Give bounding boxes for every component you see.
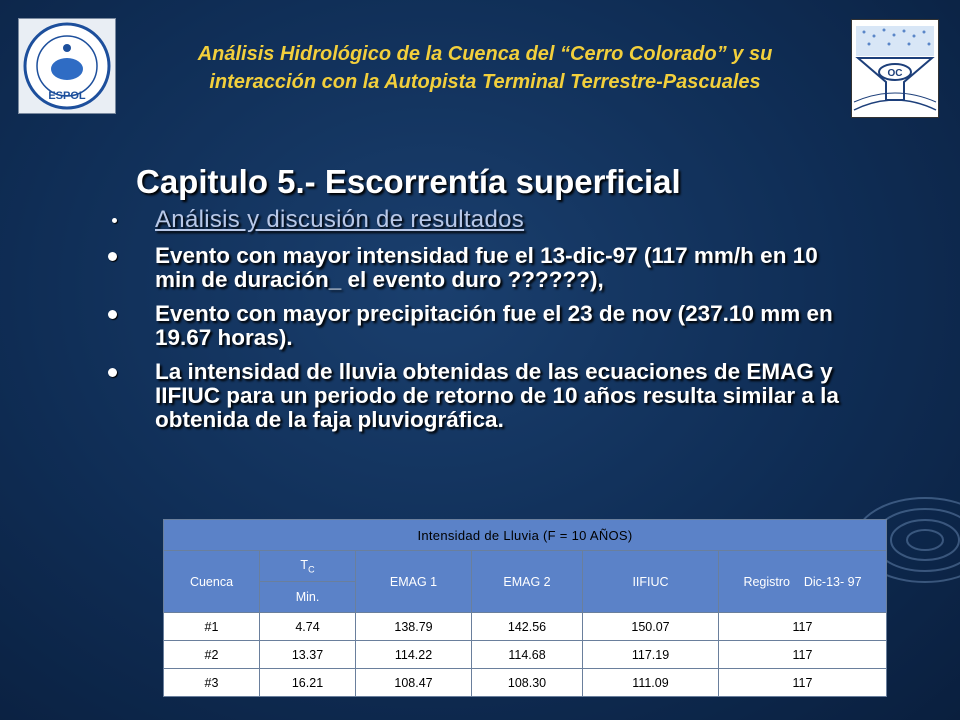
cell-tc: 4.74	[260, 613, 356, 641]
bullet-dot-icon	[108, 252, 117, 261]
header-emag1: EMAG 1	[356, 551, 472, 613]
espol-seal-icon	[19, 19, 115, 113]
header-iifiuc: IIFIUC	[583, 551, 719, 613]
chapter-title: Capitulo 5.- Escorrentía superficial	[136, 163, 681, 200]
cell-cuenca: #3	[164, 669, 260, 697]
cell-emag2: 142.56	[472, 613, 583, 641]
bullet-item-link	[108, 208, 848, 232]
cell-registro: 117	[719, 613, 887, 641]
bullet-dot-icon	[108, 310, 117, 319]
table-row	[164, 641, 887, 669]
cell-emag1: 114.22	[356, 641, 472, 669]
table-row	[164, 669, 887, 697]
bullet-dot-icon	[108, 368, 117, 377]
cell-cuenca: #2	[164, 641, 260, 669]
faculty-logo	[851, 19, 939, 118]
cell-emag1: 108.47	[356, 669, 472, 697]
bullet-list	[108, 208, 848, 442]
header-registro: Registro Dic-13- 97	[719, 551, 887, 613]
cell-iifiuc: 111.09	[583, 669, 719, 697]
header-line-2: interacción con la Autopista Terminal Terrestre-Pascuales	[209, 71, 761, 93]
header-emag2: EMAG 2	[472, 551, 583, 613]
bullet-text: La intensidad de lluvia obtenidas de las ecuaciones de EMAG y IIFIUC para un periodo de retorno de 10 años resulta similar a la obtenida de la faja pluviográfica.	[155, 359, 839, 432]
table-caption: Intensidad de Lluvia (F = 10 AÑOS)	[164, 520, 887, 551]
cell-registro: 117	[719, 641, 887, 669]
bullet-text: Evento con mayor intensidad fue el 13-dic-97 (117 mm/h en 10 min de duración_ el evento duro ??????),	[155, 243, 818, 292]
cell-tc: 16.21	[260, 669, 356, 697]
cell-iifiuc: 150.07	[583, 613, 719, 641]
cell-emag1: 138.79	[356, 613, 472, 641]
svg-text:ESPOL: ESPOL	[48, 90, 86, 102]
espol-logo	[18, 18, 116, 114]
bullet-item	[108, 360, 848, 432]
bullet-text: Evento con mayor precipitación fue el 23 de nov (237.10 mm en 19.67 horas).	[155, 301, 833, 350]
cell-registro: 117	[719, 669, 887, 697]
bullet-dot-icon	[112, 218, 117, 223]
bullet-item	[108, 244, 848, 292]
header-tc-unit: Min.	[260, 582, 356, 613]
cell-emag2: 108.30	[472, 669, 583, 697]
header-cuenca: Cuenca	[164, 551, 260, 613]
header-tc: $T_C$	[260, 551, 356, 582]
rain-intensity-table	[163, 519, 887, 697]
cell-iifiuc: 117.19	[583, 641, 719, 669]
svg-text:OC: OC	[887, 68, 903, 79]
header-line-1: Análisis Hidrológico de la Cuenca del “Cerro Colorado” y su	[197, 43, 773, 65]
funnel-globe-icon	[852, 20, 938, 117]
results-link[interactable]: Análisis y discusión de resultados	[155, 206, 525, 233]
cell-tc: 13.37	[260, 641, 356, 669]
table-row	[164, 613, 887, 641]
presentation-header	[130, 40, 840, 96]
cell-emag2: 114.68	[472, 641, 583, 669]
cell-cuenca: #1	[164, 613, 260, 641]
bullet-item	[108, 302, 848, 350]
